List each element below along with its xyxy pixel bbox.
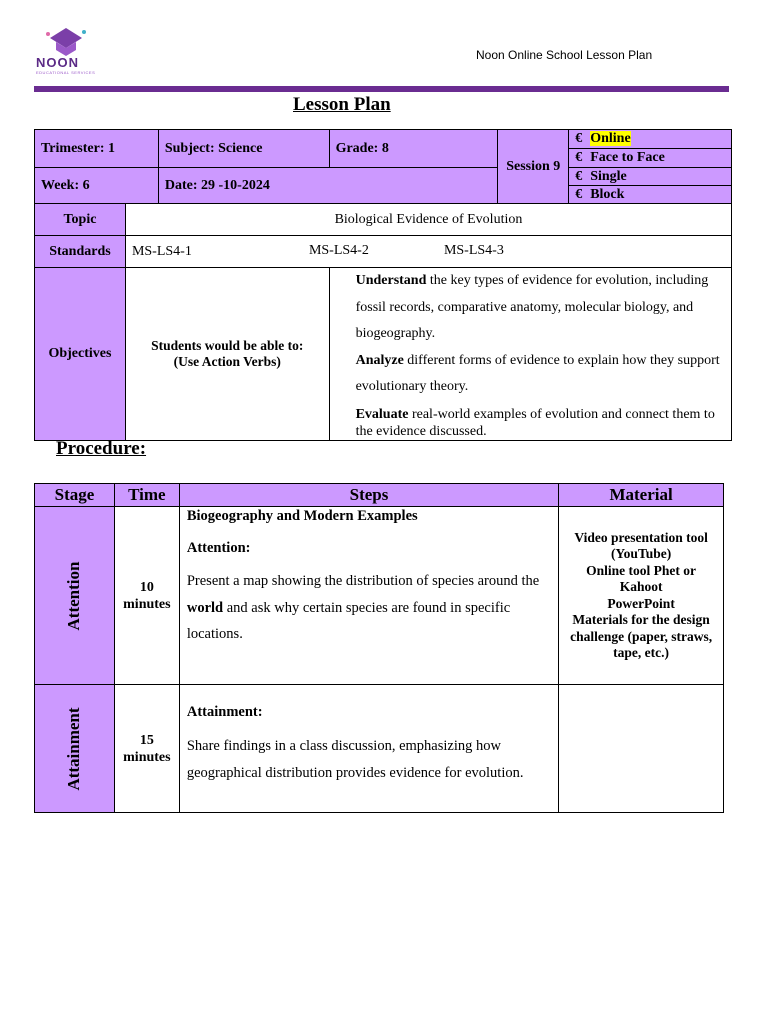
standards-values [125, 236, 731, 268]
session-cell: Session 9 [498, 130, 569, 204]
stage-cell [35, 685, 115, 813]
material-item: Online tool Phet or Kahoot [586, 562, 697, 594]
procedure-heading: Procedure: [56, 438, 147, 459]
trimester-cell: Trimester: 1 [35, 130, 159, 168]
column-header-time: Time [114, 484, 179, 507]
date-cell: Date: 29 -10-2024 [158, 168, 497, 204]
objective-item: Understand the key types of evidence for evolution, including fossil records, comparative anatomy, molecular biology, and biogeography. [355, 273, 709, 341]
material-cell [559, 507, 724, 685]
objectives-label: Objectives [35, 268, 126, 441]
lesson-info-table [34, 129, 732, 441]
euro-bullet-icon: € [575, 186, 583, 202]
table-row [35, 507, 724, 685]
material-cell [559, 685, 724, 813]
material-item: PowerPoint [607, 595, 675, 611]
column-header-material: Material [559, 484, 724, 507]
logo-name: NOON [36, 55, 79, 70]
topic-label: Topic [35, 204, 126, 236]
grade-cell: Grade: 8 [329, 130, 498, 168]
stage-label: Attainment [64, 706, 84, 791]
time-cell: 10 minutes [114, 507, 179, 685]
standards-label: Standards [35, 236, 126, 268]
column-header-stage: Stage [35, 484, 115, 507]
subject-cell: Subject: Science [158, 130, 329, 168]
steps-subheading: Attainment: [186, 704, 263, 720]
euro-bullet-icon: € [575, 150, 583, 165]
header-divider [34, 86, 729, 92]
standard-2: MS-LS4-2 [308, 243, 369, 258]
school-header: Noon Online School Lesson Plan [476, 48, 653, 62]
objectives-prompt: Students would be able to: (Use Action Verbs) [125, 268, 329, 441]
standard-1: MS-LS4-1 [131, 243, 192, 259]
page-title: Lesson Plan [293, 94, 391, 115]
euro-bullet-icon: € [575, 168, 583, 184]
steps-cell [179, 685, 558, 813]
table-row [35, 685, 724, 813]
time-cell: 15 minutes [114, 685, 179, 813]
topic-value: Biological Evidence of Evolution [125, 204, 731, 236]
steps-text: Present a map showing the distribution of species around the world and ask why certain species are found in specific locations. [186, 573, 540, 642]
standard-3: MS-LS4-3 [443, 243, 504, 258]
stage-cell [35, 507, 115, 685]
option-single: € Single [569, 168, 732, 186]
steps-cell [179, 507, 558, 685]
steps-title: Biogeography and Modern Examples [186, 508, 418, 524]
objective-item: Evaluate real-world examples of evolution and connect them to the evidence discussed. [355, 406, 715, 439]
material-item: Video presentation tool (YouTube) [574, 529, 708, 561]
objective-item: Analyze different forms of evidence to explain how they support evolutionary theory. [355, 352, 720, 394]
option-face-to-face: € Face to Face [569, 149, 732, 168]
euro-bullet-icon: € [575, 131, 583, 146]
procedure-table [34, 483, 724, 813]
steps-text: Share findings in a class discussion, emphasizing how geographical distribution provides evidence for evolution. [186, 738, 524, 781]
column-header-steps: Steps [179, 484, 558, 507]
week-cell: Week: 6 [35, 168, 159, 204]
option-online: € Online [569, 130, 732, 149]
objectives-list [329, 268, 731, 441]
steps-subheading: Attention: [186, 540, 251, 556]
logo-subtitle: EDUCATIONAL SERVICES [36, 70, 96, 75]
option-block: € Block [569, 186, 732, 204]
stage-label: Attention [64, 561, 84, 630]
material-item: Materials for the design challenge (paper, straws, tape, etc.) [570, 612, 713, 660]
